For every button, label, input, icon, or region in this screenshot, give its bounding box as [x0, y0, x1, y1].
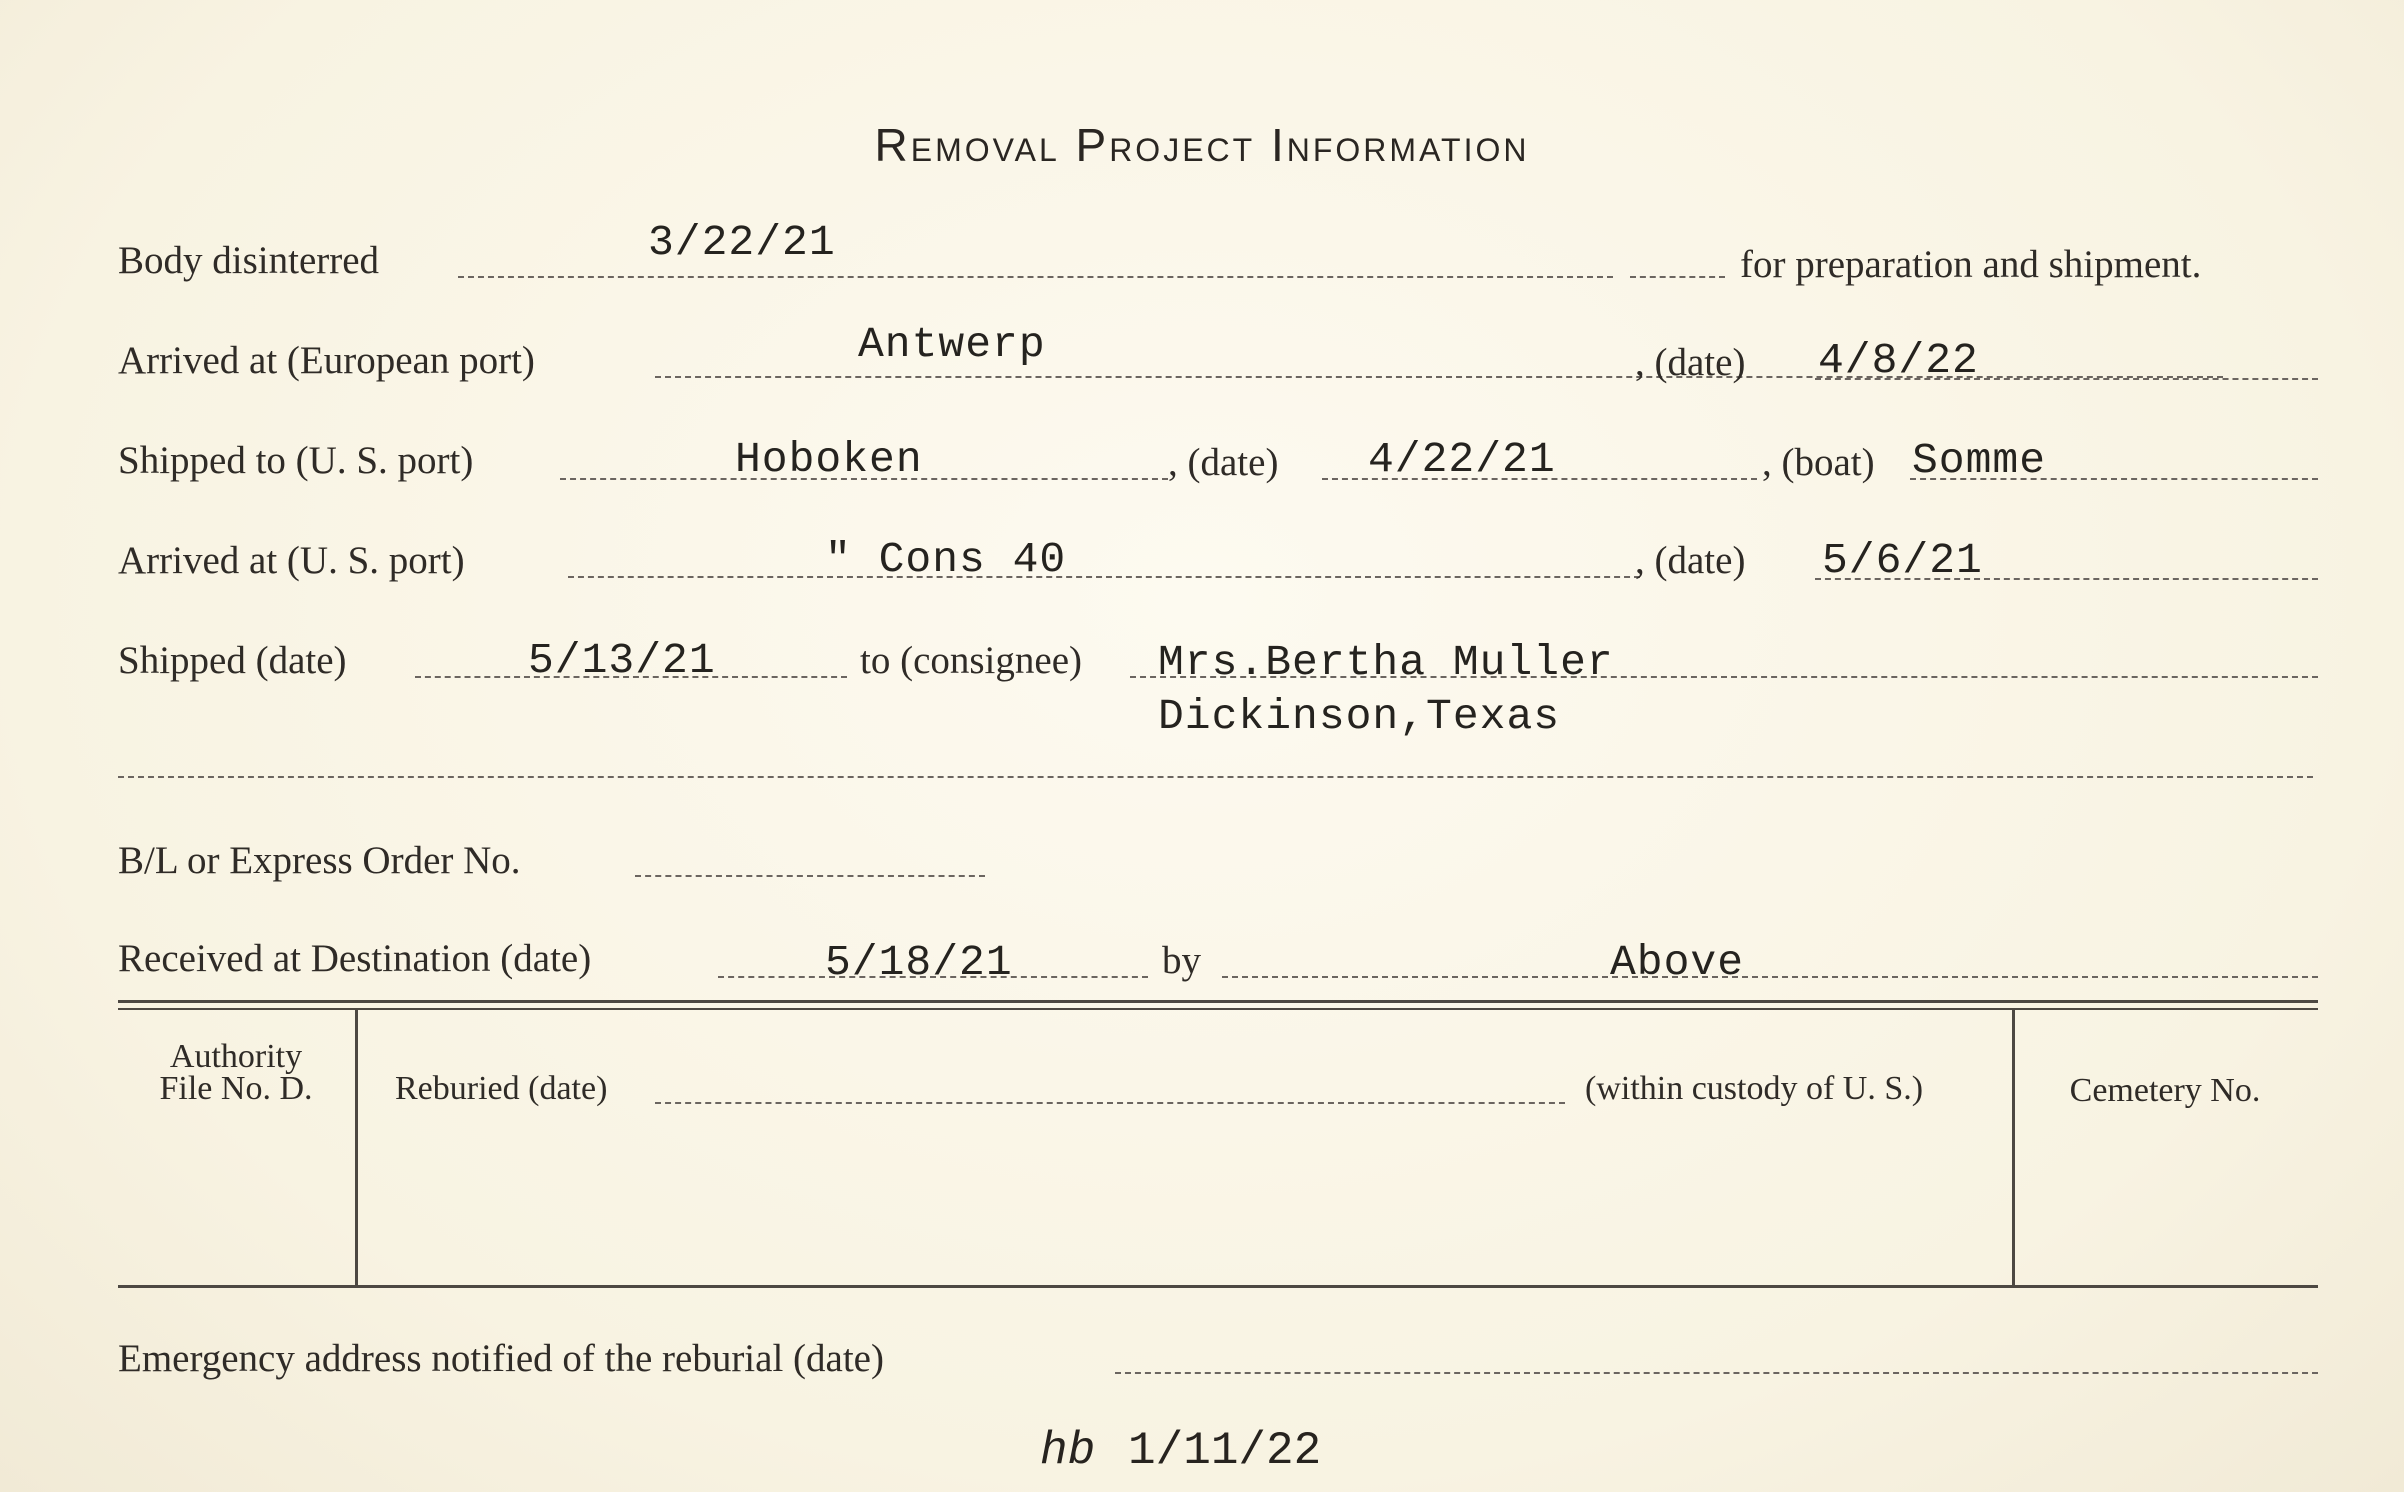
- reburied-line: [655, 1102, 1565, 1104]
- cemetery-label: Cemetery No.: [2069, 1072, 2261, 1109]
- arrived-us-date-value: 5/6/21: [1822, 536, 1983, 585]
- authority-label-line2: File No. D.: [159, 1070, 313, 1107]
- body-disinterred-value: 3/22/21: [648, 218, 836, 267]
- received-by-label: by: [1162, 939, 1201, 982]
- consignee-label: to (consignee): [860, 639, 1083, 682]
- received-value: 5/18/21: [825, 938, 1013, 987]
- blank-line: [118, 776, 2313, 778]
- signature-initials: hb: [1040, 1425, 1096, 1477]
- consignee-address: Dickinson,Texas: [1158, 692, 1561, 741]
- custody-label: (within custody of U. S.): [1585, 1070, 1924, 1107]
- arrived-european-date-label: , (date): [1635, 341, 1746, 384]
- shipped-date-label: Shipped (date): [118, 639, 347, 682]
- table-top-rule-2: [118, 1008, 2318, 1010]
- received-by-line: [1222, 976, 2318, 978]
- table-bottom-rule: [118, 1285, 2318, 1288]
- emergency-line: [1115, 1372, 2318, 1374]
- body-disinterred-line-2: [1630, 276, 1725, 278]
- shipped-us-date-value: 4/22/21: [1368, 435, 1556, 484]
- table-divider-left: [355, 1010, 358, 1285]
- authority-label-line1: Authority: [169, 1038, 303, 1075]
- received-by-value: Above: [1610, 938, 1745, 987]
- consignee-name: Mrs.Bertha Muller: [1158, 638, 1614, 687]
- shipped-us-label: Shipped to (U. S. port): [118, 439, 474, 482]
- arrived-us-value: " Cons 40: [825, 535, 1067, 584]
- arrived-us-line: [568, 576, 1640, 578]
- body-disinterred-line: [458, 276, 1613, 278]
- arrived-european-date-value: 4/8/22: [1818, 336, 1979, 385]
- reburied-label: Reburied (date): [395, 1070, 608, 1107]
- received-label: Received at Destination (date): [118, 937, 592, 980]
- arrived-european-label: Arrived at (European port): [118, 339, 535, 382]
- arrived-us-label: Arrived at (U. S. port): [118, 539, 465, 582]
- table-divider-right: [2012, 1010, 2015, 1285]
- body-disinterred-suffix: for preparation and shipment.: [1740, 243, 2202, 286]
- card-title: Removal Project Information: [874, 119, 1530, 171]
- bl-order-label: B/L or Express Order No.: [118, 839, 521, 882]
- shipped-us-date-label: , (date): [1168, 441, 1279, 484]
- shipped-us-value: Hoboken: [735, 435, 923, 484]
- arrived-us-date-label: , (date): [1635, 539, 1746, 582]
- body-disinterred-label: Body disinterred: [118, 239, 380, 282]
- shipped-date-value: 5/13/21: [528, 636, 716, 685]
- emergency-label: Emergency address notified of the reburial (date): [118, 1337, 884, 1380]
- bl-order-line: [635, 875, 985, 877]
- shipped-us-boat-label: , (boat): [1762, 441, 1875, 484]
- shipped-us-boat-value: Somme: [1912, 436, 2047, 485]
- table-top-rule: [118, 1000, 2318, 1003]
- signature-date: 1/11/22: [1128, 1425, 1322, 1477]
- arrived-european-value: Antwerp: [858, 320, 1046, 369]
